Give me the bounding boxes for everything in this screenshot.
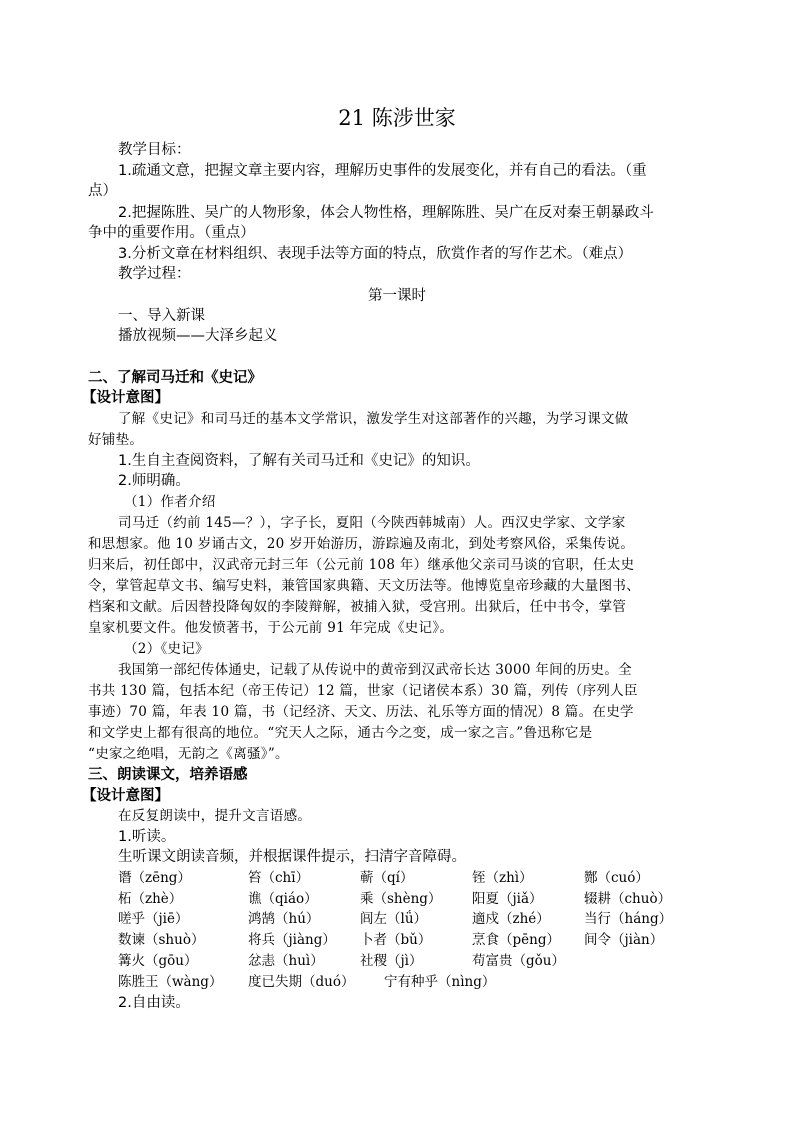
goal-2-line-1: 2.把握陈胜、吴广的人物形象，体会人物性格，理解陈胜、吴广在反对秦王朝暴政斗: [118, 205, 654, 221]
section-3-intent-label: 【设计意图】: [82, 788, 169, 804]
section-3-step-2: 2.自由读。: [118, 995, 190, 1011]
pinyin-item: 乘（shèng）: [360, 891, 442, 907]
pinyin-item: 柘（zhè）: [118, 891, 183, 907]
goals-heading: 教学目标：: [118, 142, 191, 158]
process-heading: 教学过程：: [118, 266, 191, 282]
goal-3: 3.分析文章在材料组织、表现手法等方面的特点，欣赏作者的写作艺术。（难点）: [118, 246, 633, 262]
pinyin-item: 烹食（pēng）: [472, 932, 560, 948]
pinyin-item: 鸿鹄（hú）: [248, 911, 320, 927]
section-2-intent-line-2: 好铺垫。: [88, 432, 144, 448]
section-2-step-2: 2.师明确。: [118, 473, 190, 489]
pinyin-item: 谯（qiáo）: [248, 891, 318, 907]
pinyin-item: 间令（jiàn）: [584, 932, 664, 948]
pinyin-item: 将兵（jiàng）: [248, 932, 336, 948]
section-2-intent-label: 【设计意图】: [82, 390, 169, 406]
lesson-heading: 第一课时: [368, 288, 426, 304]
pinyin-item: 社稷（jì）: [360, 953, 423, 969]
pinyin-item: 闾左（lǘ）: [360, 911, 428, 927]
shiji-line: 书共 130 篇，包括本纪（帝王传记）12 篇，世家（记诸侯本系）30 篇，列传（序列人臣: [88, 683, 638, 699]
pinyin-item: 適戍（zhé）: [472, 911, 550, 927]
section-3-step-1-text: 生听课文朗读音频，并根据课件提示，扫清字音障碍。: [118, 849, 466, 865]
pinyin-item: 数谏（shuò）: [118, 932, 205, 948]
shiji-heading: （2）《史记》: [124, 641, 209, 657]
section-1-text: 播放视频——大泽乡起义: [118, 328, 278, 344]
bio-line: 令，掌管起草文书、编写史料，兼管国家典籍、天文历法等。他博览皇帝珍藏的大量图书、: [88, 578, 640, 594]
shiji-line: 和文学史上都有很高的地位。“究天人之际，通古今之变，成一家之言。”鲁迅称它是: [88, 725, 593, 741]
shiji-line: 事迹）70 篇，年表 10 篇，书（记经济、天文、历法、礼乐等方面的情况）8 篇。在史学: [88, 704, 634, 720]
pinyin-item: 卜者（bǔ）: [360, 932, 432, 948]
section-3-intent-text: 在反复朗读中，提升文言语感。: [118, 808, 312, 824]
pinyin-item: 度已失期（duó）: [248, 974, 355, 990]
pinyin-item: 酂（cuó）: [584, 870, 649, 886]
shiji-line: “史家之绝唱，无韵之《离骚》”。: [88, 746, 289, 762]
author-intro-heading: （1）作者介绍: [124, 494, 216, 510]
section-3-step-1: 1.听读。: [118, 829, 176, 845]
goal-2-line-2: 争中的重要作用。（重点）: [88, 225, 255, 241]
bio-line: 皇家机要文件。他发愤著书，于公元前 91 年完成《史记》。: [88, 620, 454, 636]
pinyin-item: 辍耕（chuò）: [584, 891, 672, 907]
section-2-step-1: 1.生自主查阅资料，了解有关司马迁和《史记》的知识。: [118, 453, 480, 469]
pinyin-item: 陈胜王（wàng）: [118, 974, 223, 990]
pinyin-item: 篝火（gōu）: [118, 953, 198, 969]
pinyin-item: 笞（chī）: [248, 870, 310, 886]
pinyin-item: 忿恚（huì）: [248, 953, 324, 969]
section-1-heading: 一、导入新课: [118, 308, 205, 324]
bio-line: 司马迁（约前 145—？），字子长，夏阳（今陕西韩城南）人。西汉史学家、文学家: [118, 515, 626, 531]
bio-line: 归来后，初任郎中，汉武帝元封三年（公元前 108 年）继承他父亲司马谈的官职，任太史: [88, 557, 635, 573]
pinyin-item: 阳夏（jiǎ）: [472, 891, 543, 907]
bio-line: 档案和文献。后因替投降匈奴的李陵辩解，被捕入狱，受宫刑。出狱后，任中书令，掌管: [88, 599, 627, 615]
pinyin-item: 苟富贵（gǒu）: [472, 953, 565, 969]
shiji-line: 我国第一部纪传体通史，记载了从传说中的黄帝到汉武帝长达 3000 年间的历史。全: [118, 662, 632, 678]
pinyin-item: 铚（zhì）: [472, 870, 533, 886]
page-title: 21 陈涉世家: [338, 106, 456, 130]
pinyin-item: 嗟乎（jiē）: [118, 911, 189, 927]
pinyin-item: 当行（háng）: [584, 911, 673, 927]
goal-1-line-2: 点）: [88, 183, 117, 199]
bio-line: 和思想家。他 10 岁诵古文，20 岁开始游历，游踪遍及南北，到处考察风俗，采集传说。: [88, 536, 635, 552]
section-2-heading: 二、了解司马迁和《史记》: [88, 370, 262, 386]
pinyin-item: 谮（zēng）: [118, 870, 191, 886]
pinyin-item: 宁有种乎（nìng）: [384, 974, 496, 990]
section-3-heading: 三、朗读课文，培养语感: [88, 767, 248, 783]
pinyin-item: 蕲（qí）: [360, 870, 414, 886]
goal-1-line-1: 1.疏通文意，把握文章主要内容，理解历史事件的发展变化，并有自己的看法。（重: [118, 163, 647, 179]
section-2-intent-line-1: 了解《史记》和司马迁的基本文学常识，激发学生对这部著作的兴趣，为学习课文做: [118, 411, 629, 427]
